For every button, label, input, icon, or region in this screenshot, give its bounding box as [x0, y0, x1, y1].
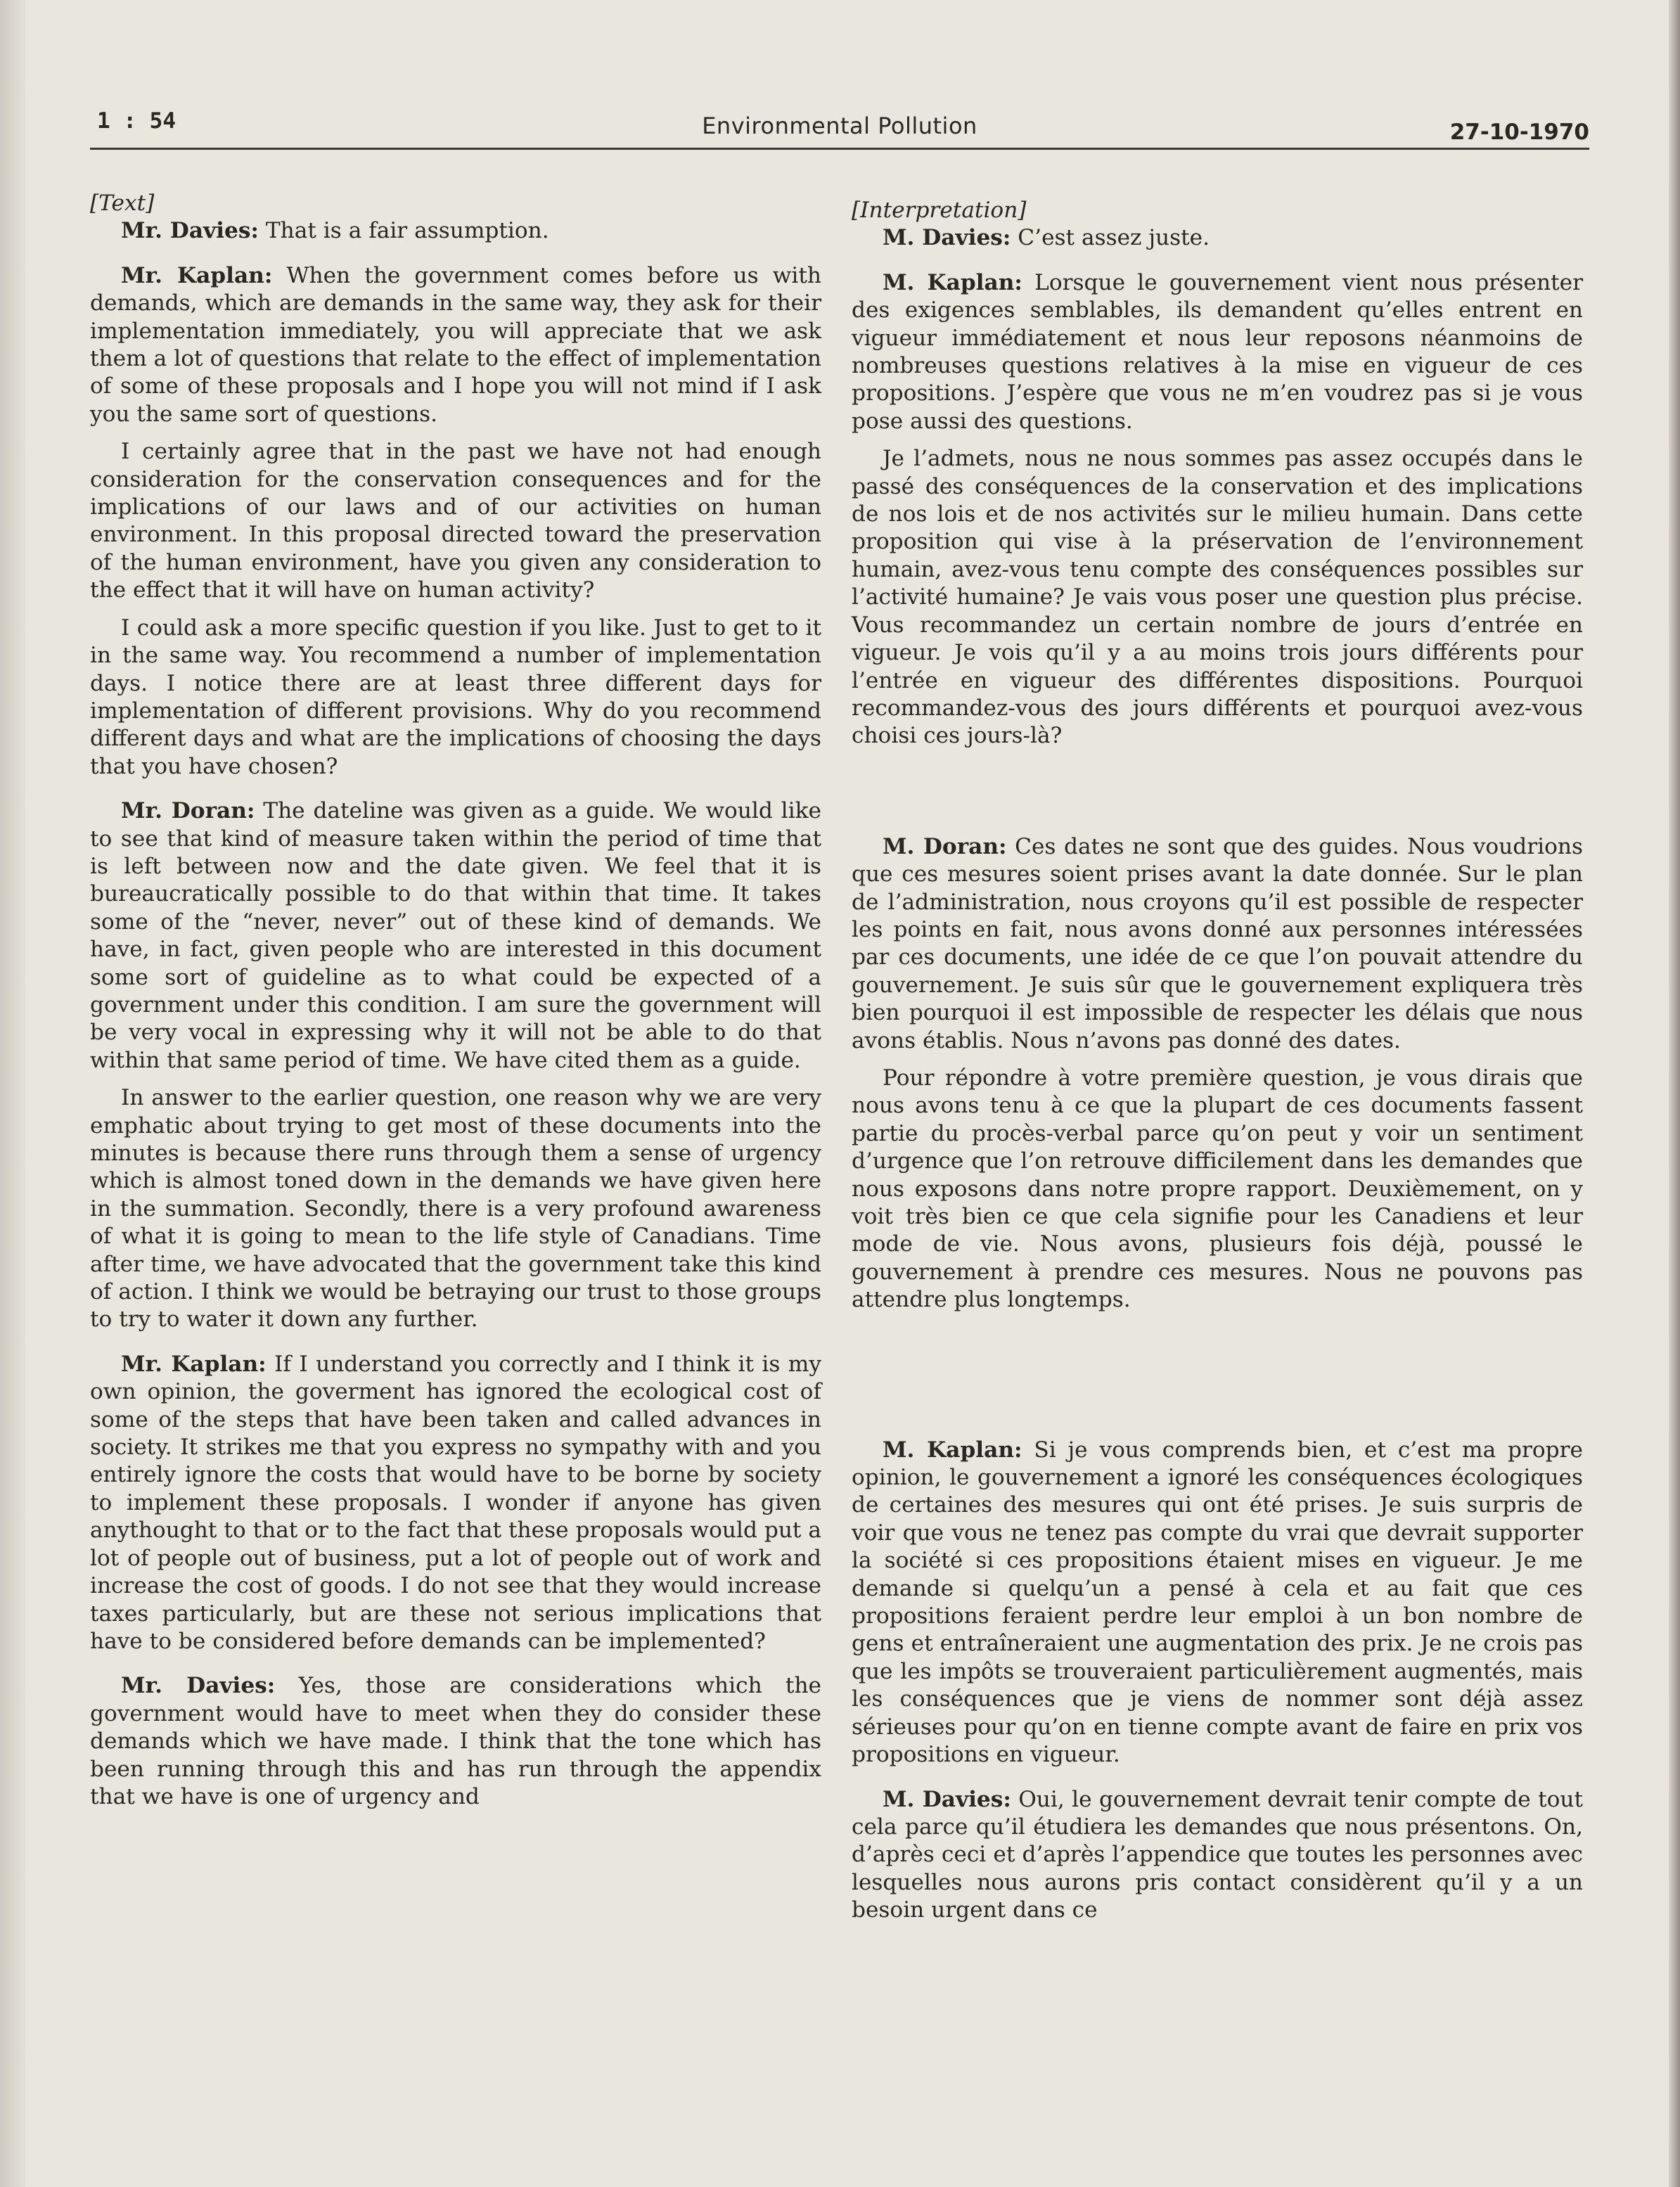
paragraph-text: C’est assez juste. [1011, 225, 1210, 251]
paragraph-text: If I understand you correctly and I think it is my own opinion, the goverment has ignored the ecological cost of some of the steps that have been taken and called advances in society. It strikes me that you express no sympathy with and you entirely ignore the costs that would have to be borne by society to implement these proposals. I wonder if anyone has given anythought to that or to the fact that these proposals would put a lot of people out of business, put a lot of people out of work and increase the cost of goods. I do not see that they would increase taxes particularly, but are these not serious implications that have to be considered before demands can be implemented? [90, 1351, 822, 1654]
page-edge-right [1669, 0, 1680, 2187]
paragraph-text: The dateline was given as a guide. We would like to see that kind of measure taken within the period of time that is left between now and the date given. We feel that it is bureaucratically possible to do that within that time. It takes some of the “never, never” out of these kind of demands. We have, in fact, given people who are interested in this document some sort of guideline as to what could be expected of a government under this condition. I am sure the government will be very vocal in expressing why it will not be able to do that within that same period of time. We have cited them as a guide. [90, 798, 821, 1073]
paragraph [90, 1672, 821, 1811]
speaker-name: M. Doran: [883, 833, 1007, 859]
speaker-name: Mr. Kaplan: [121, 1351, 267, 1377]
section-tag: [Interpretation] [852, 198, 1027, 223]
speaker-name: M. Kaplan: [883, 1437, 1022, 1463]
paragraph [852, 1786, 1583, 1925]
speaker-name: M. Kaplan: [883, 269, 1022, 295]
paragraph-text: That is a fair assumption. [258, 218, 549, 244]
english-column [90, 190, 821, 1811]
paragraph-text: Oui, le gouvernement devrait tenir compte de tout cela parce qu’il étudiera les demandes que nous présentons. On, d’après ceci et d’après l’appendice que toutes les personnes avec lesquelles nous aurons pris contact considèrent qu’il y a un besoin urgent dans ce [852, 1786, 1583, 1923]
paragraph-text: When the government comes before us with demands, which are demands in the same way, they ask for their implementation immediately, you will appreciate that we ask them a lot of questions that relate to the effect of implementation of some of these proposals and I hope you will not mind if I ask you the same sort of questions. [90, 262, 821, 427]
paragraph [90, 262, 821, 428]
header-date: 27-10-1970 [1449, 120, 1589, 145]
paragraph-text: Yes, those are considerations which the government would have to meet when they do consider these demands which we have made. I think that the tone which has been running through this and has run through the appendix that we have is one of urgency and [90, 1673, 821, 1809]
paragraph: I could ask a more specific question if you like. Just to get to it in the same way. You recommend a number of implementation days. I notice there are at least three different days for implementation of different provisions. Why do you recommend different days and what are the implications of choosing the days that you have chosen? [90, 615, 821, 779]
paragraph: I certainly agree that in the past we have not had enough consideration for the conservation consequences and for the implications of our laws and of our activities on human environment. In this proposal directed toward the preservation of the human environment, have you given any consideration to the effect that it will have on human activity? [90, 439, 821, 603]
section-tag: [Text] [90, 191, 155, 216]
speaker-name: M. Davies: [883, 225, 1011, 251]
page-edge-left [0, 0, 25, 2187]
paragraph [852, 269, 1583, 435]
paragraph [852, 1437, 1583, 1769]
paragraph [852, 224, 1583, 252]
paragraph: Pour répondre à votre première question, je vous dirais que nous avons tenu à ce que la plupart de ces documents fassent partie du procès-verbal parce qu’on peut y voir un sentiment d’urgence que l’on retrouve difficilement dans les demandes que nous exposons dans notre propre rapport. Deuxièmement, on y voit très bien ce que cela signifie pour les Canadiens et leur mode de vie. Nous avons, plusieurs fois déjà, poussé le gouvernement à prendre ces mesures. Nous ne pouvons pas attendre plus longtemps. [852, 1065, 1583, 1313]
running-header [90, 105, 1589, 150]
paragraph [90, 217, 821, 245]
paragraph: In answer to the earlier question, one reason why we are very emphatic about trying to get most of these documents into the minutes is because there runs through them a sense of urgency which is almost toned down in the demands we have given here in the summation. Secondly, there is a very profound awareness of what it is going to mean to the life style of Canadians. Time after time, we have advocated that the government take this kind of action. I think we would be betraying our trust to those groups to try to water it down any further. [90, 1085, 821, 1333]
page-number: 1 : 54 [97, 108, 176, 134]
paragraph-text: Ces dates ne sont que des guides. Nous voudrions que ces mesures soient prises avant la date donnée. Sur le plan de l’administration, nous croyons qu’il est possible de respecter les points en fait, nous avons donné aux personnes intéressées par ces documents, une idée de ce que l’on pouvait attendre du gouvernement. Je suis sûr que le gouvernement expliquera très bien pourquoi il est impossible de respecter les délais que nous avons établis. Nous n’avons pas donné des dates. [852, 833, 1583, 1053]
paragraph: Je l’admets, nous ne nous sommes pas assez occupés dans le passé des conséquences de la conservation et des implications de nos lois et de nos activités sur le milieu humain. Dans cette proposition qui vise à la préservation de l’environnement humain, avez-vous tenu compte des conséquences possibles sur l’activité humaine? Je vais vous poser une question plus précise. Vous recommandez un certain nombre de jours d’entrée en vigueur. Je vois qu’il y a au moins trois jours différents pour l’entrée en vigueur des différentes dispositions. Pourquoi recommandez-vous des jours différents et pourquoi avez-vous choisi ces jours-là? [852, 446, 1583, 749]
publication-title: Environmental Pollution [702, 113, 977, 139]
french-column [852, 197, 1583, 1925]
speaker-name: Mr. Davies: [121, 218, 259, 244]
speaker-name: M. Davies: [883, 1786, 1011, 1812]
speaker-name: Mr. Doran: [121, 798, 255, 824]
paragraph-text: Si je vous comprends bien, et c’est ma propre opinion, le gouvernement a ignoré les conséquences écologiques de certaines des mesures qui ont été prises. Je suis surpris de voir que vous ne tenez pas compte du vrai que devrait supporter la société si ces propositions étaient mises en vigueur. Je me demande si quelqu’un a pensé à cela et au fait que ces propositions feraient perdre leur emploi à un bon nombre de gens et entraîneraient une augmentation des prix. Je ne crois pas que les impôts se trouveraient particulièrement augmentés, mais les conséquences que je viens de nommer sont déjà assez sérieuses pour qu’on en tienne compte avant de faire en prix vos propositions en vigueur. [852, 1437, 1583, 1768]
speaker-name: Mr. Davies: [121, 1673, 276, 1699]
paragraph [90, 797, 821, 1075]
paragraph-text: Lorsque le gouvernement vient nous présenter des exigences semblables, ils demandent qu’elles entrent en vigueur immédiatement et nous leur reposons néanmoins de nombreuses questions relatives à la mise en vigueur de ces propositions. J’espère que vous ne m’en voudrez pas si je vous pose aussi des questions. [852, 269, 1583, 434]
paragraph [90, 1351, 821, 1655]
paragraph [852, 833, 1583, 1055]
speaker-name: Mr. Kaplan: [121, 262, 273, 288]
